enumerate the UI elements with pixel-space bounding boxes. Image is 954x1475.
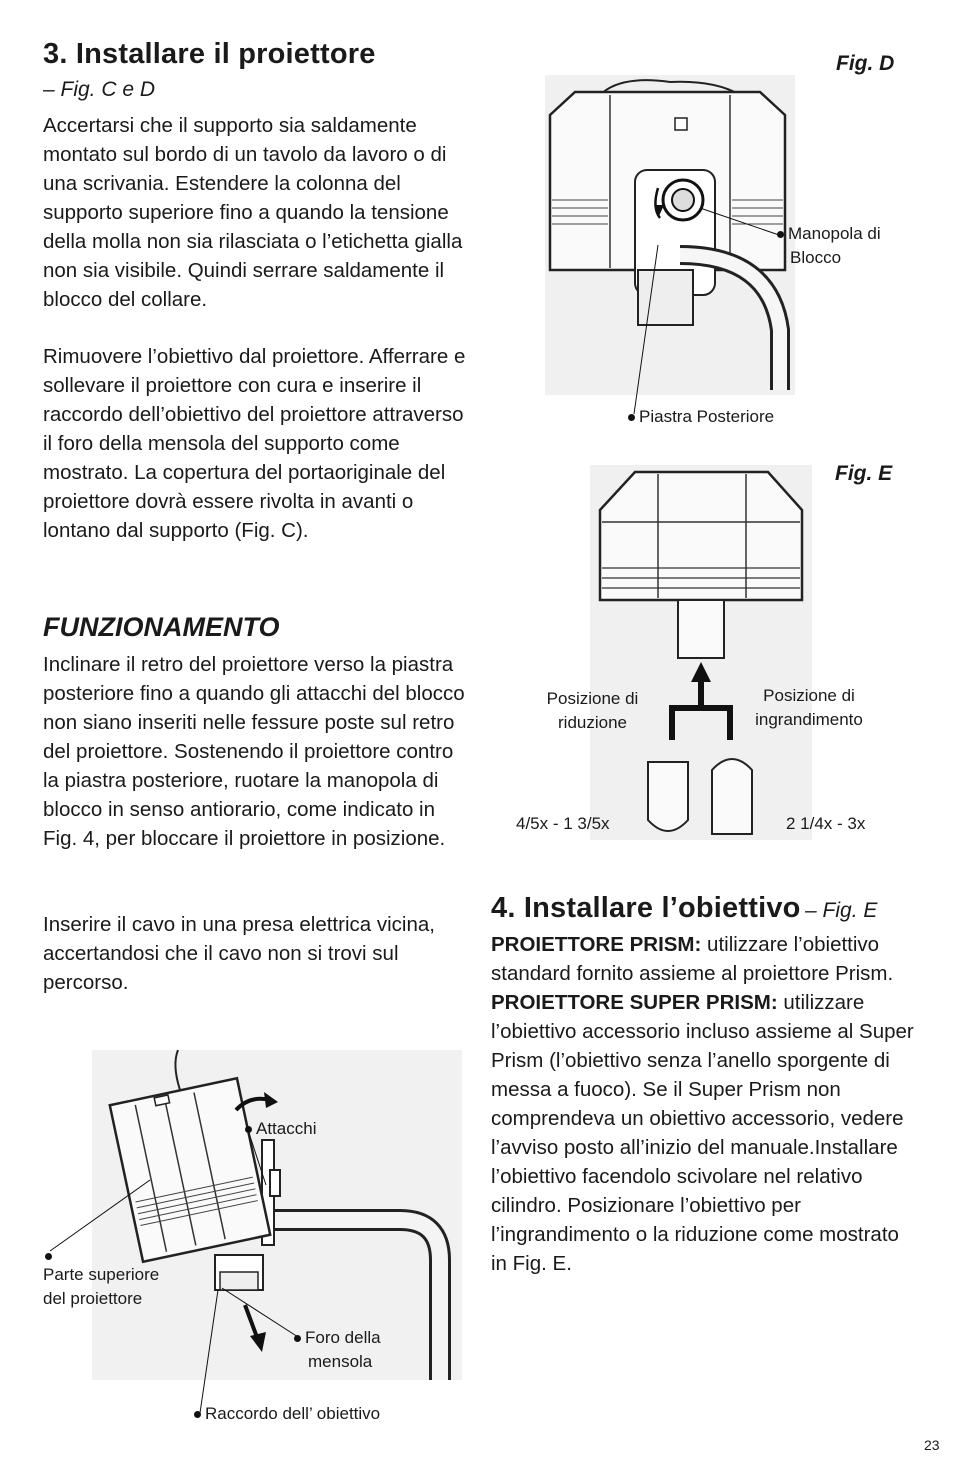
section3-title: 3. Installare il proiettore bbox=[43, 38, 376, 70]
section3-paragraph-1: Accertarsi che il supporto sia saldamente montato sul bordo di un tavolo da lavoro o di una scrivania. Estendere la colonna del supporto superiore fino a quando la tensione della molla non sia rilasciata o l’etichetta gialla non sia visibile. Quindi serrare saldamente il blocco del collare. bbox=[43, 114, 463, 311]
fig-c-parte-label: Parte superiore del proiettore bbox=[43, 1265, 160, 1308]
fig-c-illustration bbox=[0, 1040, 470, 1440]
prism-text: utilizzare l’obiettivo standard fornito assieme al proiettore Prism. bbox=[491, 933, 894, 985]
fig-d-manopola-label: Manopola di Blocco bbox=[777, 222, 881, 270]
fig-e-riduzione-label: Posizione di riduzione bbox=[546, 689, 639, 732]
fig-d-label: Fig. D bbox=[836, 52, 895, 75]
funzionamento-paragraph-1: Inclinare il retro del proiettore verso la piastra posteriore fino a quando gli attacchi del blocco non siano inseriti nelle fessure poste sul retro del proiettore. Sostenendo il proiettore contro la piastra posteriore, ruotare la manopola di blocco in senso antiorario, come indicato in Fig. 4, per bloccare il proiettore in posizione. bbox=[43, 653, 465, 850]
fig-e-range-enlargement: 2 1/4x - 3x bbox=[786, 814, 866, 833]
section4-title: 4. Installare l’obiettivo bbox=[491, 892, 801, 924]
section4-subtitle: – Fig. E bbox=[805, 899, 878, 922]
section3-subtitle: – Fig. C e D bbox=[43, 78, 156, 101]
fig-c-attacchi-label: Attacchi bbox=[245, 1117, 316, 1141]
bullet-dot-icon bbox=[294, 1335, 301, 1342]
section4-heading bbox=[491, 892, 877, 925]
fig-d-piastra-label: Piastra Posteriore bbox=[628, 405, 774, 429]
fig-c-raccordo-label: Raccordo dell’ obiettivo bbox=[194, 1402, 380, 1426]
bullet-dot-icon bbox=[628, 414, 635, 421]
section4-paragraph bbox=[491, 930, 919, 1278]
bullet-dot-icon bbox=[245, 1126, 252, 1133]
super-prism-label: PROIETTORE SUPER PRISM: bbox=[491, 991, 778, 1014]
fig-e-range-reduction: 4/5x - 1 3/5x bbox=[516, 814, 610, 833]
fig-c-foro-label: Foro della mensola bbox=[294, 1326, 381, 1374]
fig-e-label: Fig. E bbox=[835, 462, 893, 485]
bullet-dot-icon bbox=[777, 231, 784, 238]
section3-paragraph-2: Rimuovere l’obiettivo dal proiettore. Afferrare e sollevare il proiettore con cura e inserire il raccordo dell’obiettivo del proiettore attraverso il foro della mensola del supporto come mostrato. La copertura del portaoriginale del proiettore dovrà essere rivolta in avanti o lontano dal supporto (Fig. C). bbox=[43, 345, 466, 542]
fig-e-ingrandimento-label: Posizione di ingrandimento bbox=[755, 686, 863, 729]
funzionamento-title: FUNZIONAMENTO bbox=[43, 612, 280, 642]
prism-label: PROIETTORE PRISM: bbox=[491, 933, 702, 956]
page-number: 23 bbox=[924, 1437, 940, 1453]
super-prism-text: utilizzare l’obiettivo accessorio incluso assieme al Super Prism (l’obiettivo senza l’anello sporgente di messa a fuoco). Se il Super Prism non comprendeva un obiettivo accessorio, vedere l’avviso posto all’inizio del manuale.Installare l’obiettivo facendolo scivolare nel relativo cilindro. Posizionare l’obiettivo per l’ingrandimento o la riduzione come mostrato in Fig. E. bbox=[491, 991, 914, 1275]
bullet-dot-icon bbox=[194, 1411, 201, 1418]
funzionamento-paragraph-2: Inserire il cavo in una presa elettrica vicina, accertandosi che il cavo non si trovi sul percorso. bbox=[43, 913, 435, 994]
fig-e-illustration bbox=[580, 460, 820, 850]
